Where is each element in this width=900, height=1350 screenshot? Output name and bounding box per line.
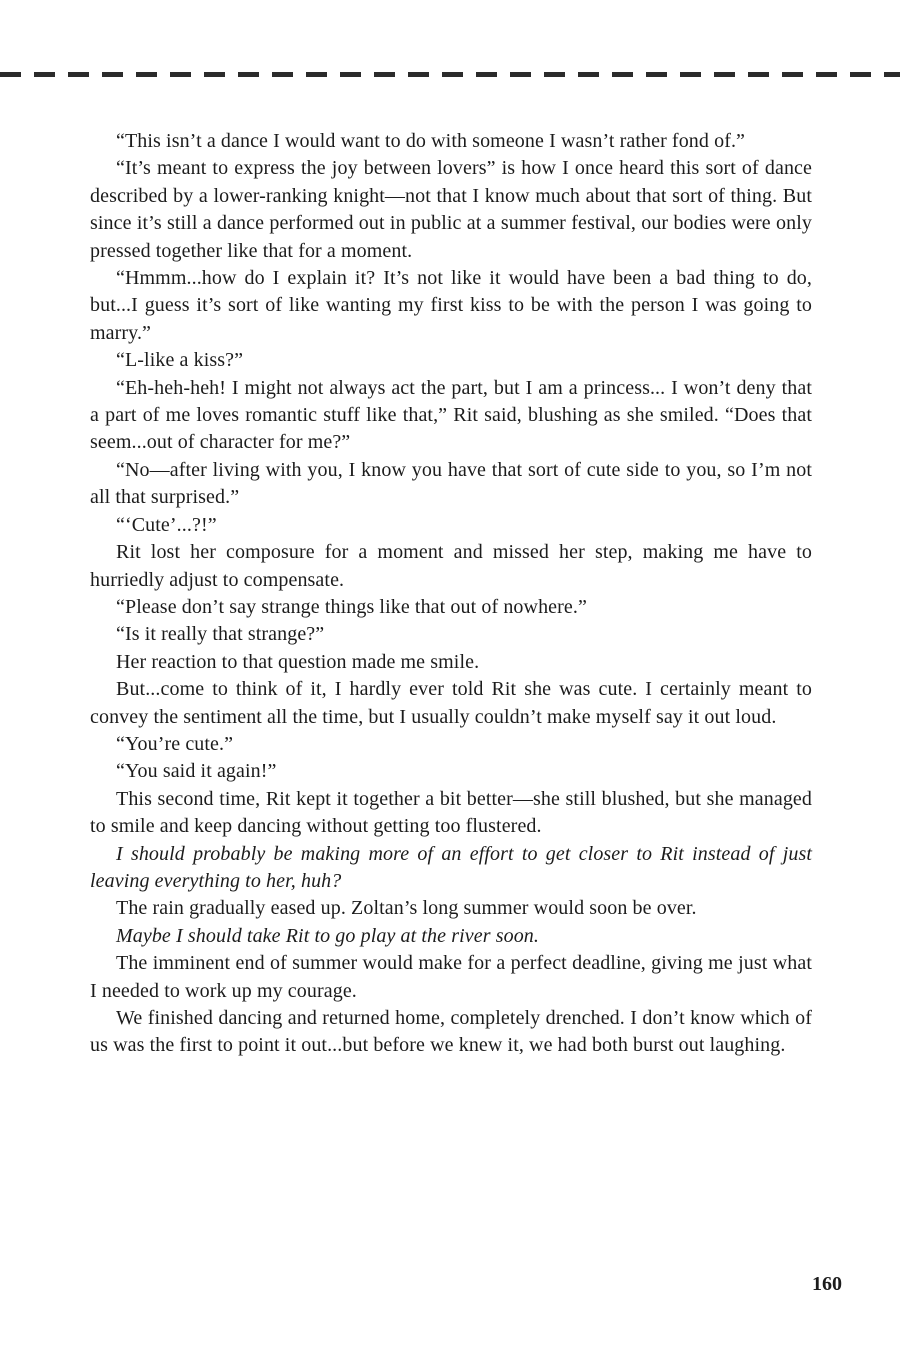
paragraph: “Please don’t say strange things like that out of nowhere.”: [116, 595, 587, 618]
paragraph: We finished dancing and returned home, completely drenched. I don’t know which of us was the first to point it out...but before we knew it, we had both burst out laughing.: [90, 1007, 812, 1057]
paragraph: Rit lost her composure for a moment and missed her step, making me have to hurriedly adjust to compensate.: [90, 541, 812, 591]
paragraph-inner-monologue: I should probably be making more of an effort to get closer to Rit instead of just leaving everything to her, huh?: [90, 842, 812, 892]
paragraph: “Eh-heh-heh! I might not always act the part, but I am a princess... I won’t deny that a part of me loves romantic stuff like that,” Rit said, blushing as she smiled. “Does that seem...out of character for me?”: [90, 376, 812, 454]
paragraph: “‘Cute’...?!”: [116, 513, 217, 536]
chapter-section-divider: [0, 72, 900, 77]
page-number: 160: [812, 1273, 842, 1295]
paragraph: But...come to think of it, I hardly ever told Rit she was cute. I certainly meant to convey the sentiment all the time, but I usually couldn’t make myself say it out loud.: [90, 678, 812, 728]
paragraph: “This isn’t a dance I would want to do with someone I wasn’t rather fond of.”: [116, 130, 746, 152]
paragraph: The imminent end of summer would make for a perfect deadline, giving me just what I needed to work up my courage.: [90, 952, 812, 1002]
page-text: [90, 128, 812, 1060]
paragraph: Her reaction to that question made me smile.: [116, 650, 480, 673]
paragraph: The rain gradually eased up. Zoltan’s long summer would soon be over.: [116, 897, 697, 920]
paragraph: “No—after living with you, I know you have that sort of cute side to you, so I’m not all that surprised.”: [90, 458, 812, 509]
paragraph: “It’s meant to express the joy between lovers” is how I once heard this sort of dance described by a lower-ranking knight—not that I know much about that sort of thing. But since it’s still a dance performed out in public at a summer festival, our bodies were only pressed together like that for a moment.: [90, 157, 812, 262]
paragraph: “Is it really that strange?”: [116, 623, 325, 646]
paragraph: This second time, Rit kept it together a bit better—she still blushed, but she managed to smile and keep dancing without getting too flustered.: [90, 787, 812, 838]
paragraph: “Hmmm...how do I explain it? It’s not like it would have been a bad thing to do, but...I guess it’s sort of like wanting my first kiss to be with the person I was going to marry.”: [90, 267, 812, 344]
paragraph-inner-monologue: Maybe I should take Rit to go play at the river soon.: [116, 924, 539, 947]
paragraph: “You said it again!”: [116, 760, 277, 783]
paragraph: “You’re cute.”: [116, 732, 234, 755]
paragraph: “L-like a kiss?”: [116, 349, 244, 372]
